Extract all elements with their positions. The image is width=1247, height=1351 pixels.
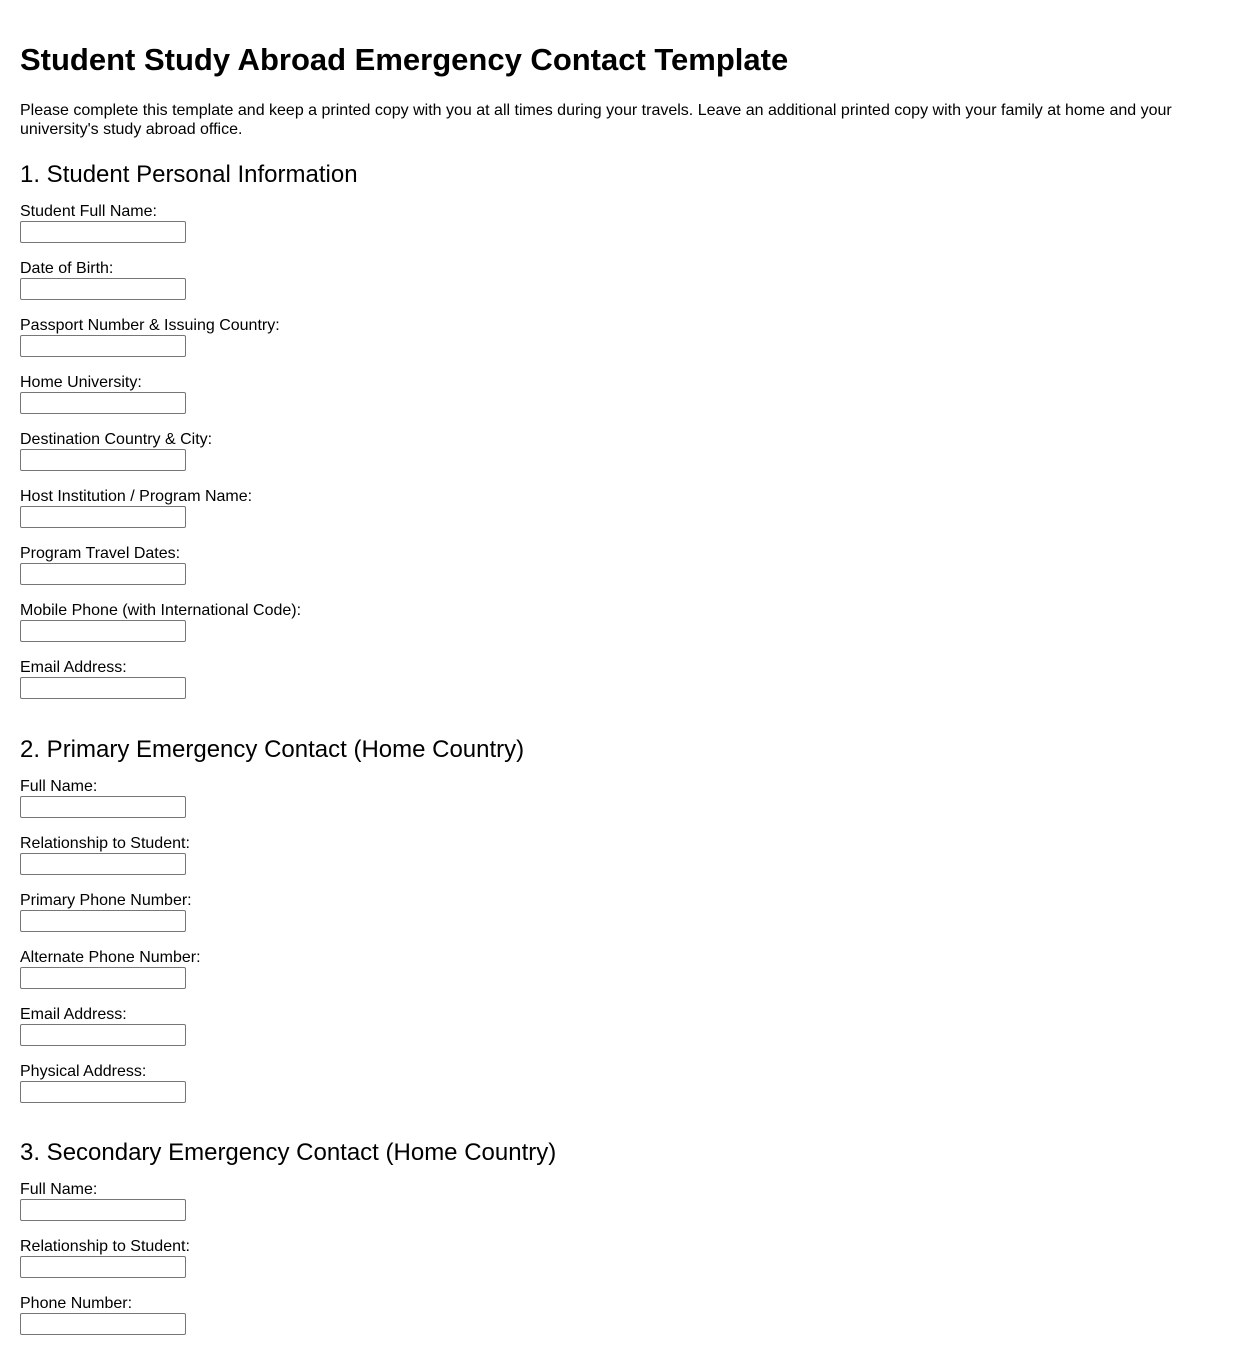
passport-number-input[interactable]: [20, 335, 186, 357]
field-list: [20, 1180, 1227, 1351]
home-university-input[interactable]: [20, 392, 186, 414]
host-institution-input[interactable]: [20, 506, 186, 528]
primary-contact-phone-input[interactable]: [20, 910, 186, 932]
form-field: [20, 1180, 1227, 1237]
field-label: Program Travel Dates:: [20, 545, 181, 562]
secondary-contact-relationship-input[interactable]: [20, 1256, 186, 1278]
form-field: [20, 1294, 1227, 1351]
form-field: [20, 1062, 1227, 1119]
date-of-birth-input[interactable]: [20, 278, 186, 300]
form-field: [20, 658, 1227, 715]
form-field: [20, 373, 1227, 430]
form-field: [20, 1005, 1227, 1062]
field-label: Mobile Phone (with International Code):: [20, 602, 302, 619]
form-field: [20, 891, 1227, 948]
field-label: Host Institution / Program Name:: [20, 488, 253, 505]
secondary-contact-name-input[interactable]: [20, 1199, 186, 1221]
field-label: Date of Birth:: [20, 260, 114, 277]
form-field: [20, 316, 1227, 373]
program-travel-dates-input[interactable]: [20, 563, 186, 585]
field-label: Student Full Name:: [20, 203, 157, 220]
field-label: Passport Number & Issuing Country:: [20, 317, 280, 334]
field-label: Email Address:: [20, 1006, 127, 1023]
section-secondary-emergency-contact: [20, 1138, 1227, 1351]
form-field: [20, 259, 1227, 316]
mobile-phone-input[interactable]: [20, 620, 186, 642]
field-list: [20, 777, 1227, 1119]
section-title: 3. Secondary Emergency Contact (Home Country): [20, 1139, 557, 1166]
section-primary-emergency-contact: [20, 735, 1227, 1119]
primary-contact-alt-phone-input[interactable]: [20, 967, 186, 989]
field-label: Relationship to Student:: [20, 1238, 190, 1255]
primary-contact-relationship-input[interactable]: [20, 853, 186, 875]
section-title: 1. Student Personal Information: [20, 161, 358, 188]
form-field: [20, 834, 1227, 891]
form-field: [20, 601, 1227, 658]
secondary-contact-phone-input[interactable]: [20, 1313, 186, 1335]
emergency-contact-form: [20, 0, 1227, 1351]
field-label: Home University:: [20, 374, 142, 391]
primary-contact-email-input[interactable]: [20, 1024, 186, 1046]
student-email-input[interactable]: [20, 677, 186, 699]
field-label: Email Address:: [20, 659, 127, 676]
field-label: Primary Phone Number:: [20, 892, 192, 909]
field-label: Full Name:: [20, 1181, 98, 1198]
field-label: Relationship to Student:: [20, 835, 190, 852]
form-field: [20, 487, 1227, 544]
form-field: [20, 1237, 1227, 1294]
destination-country-city-input[interactable]: [20, 449, 186, 471]
section-student-personal-information: [20, 160, 1227, 715]
form-field: [20, 202, 1227, 259]
section-title: 2. Primary Emergency Contact (Home Country): [20, 736, 525, 763]
field-list: [20, 202, 1227, 715]
form-field: [20, 430, 1227, 487]
student-full-name-input[interactable]: [20, 221, 186, 243]
field-label: Phone Number:: [20, 1295, 133, 1312]
primary-contact-name-input[interactable]: [20, 796, 186, 818]
field-label: Alternate Phone Number:: [20, 949, 201, 966]
form-field: [20, 777, 1227, 834]
page-title: Student Study Abroad Emergency Contact Template: [20, 42, 789, 77]
field-label: Destination Country & City:: [20, 431, 213, 448]
form-field: [20, 948, 1227, 1005]
intro-text: Please complete this template and keep a printed copy with you at all times during your travels. Leave an additional printed copy with your family at home and your university's study abroad office.: [20, 102, 1172, 138]
field-label: Physical Address:: [20, 1063, 147, 1080]
primary-contact-address-input[interactable]: [20, 1081, 186, 1103]
field-label: Full Name:: [20, 778, 98, 795]
form-field: [20, 544, 1227, 601]
